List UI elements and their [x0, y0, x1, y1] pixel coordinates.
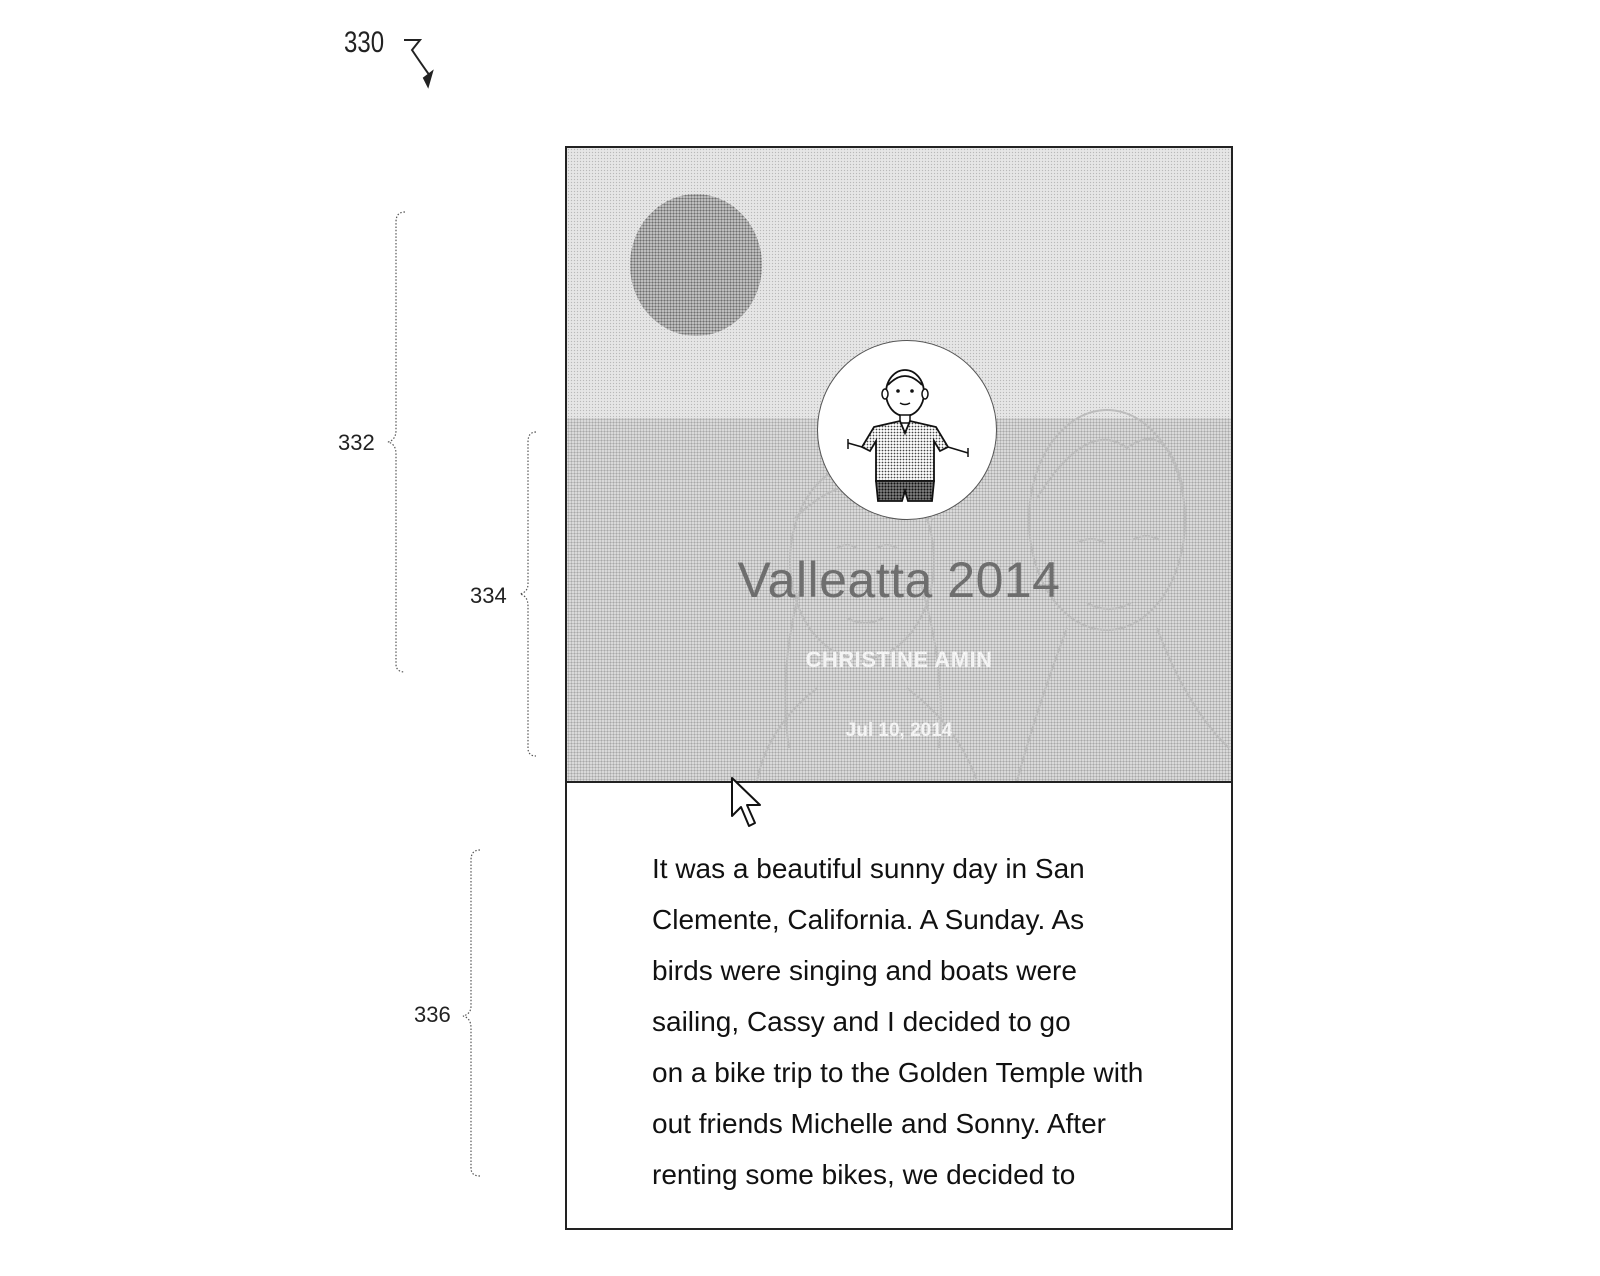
figure-reference-label: 330 [344, 26, 385, 59]
cursor-shape [730, 776, 766, 832]
author-name: CHRISTINE AMIN [805, 647, 993, 672]
reference-label-332: 332 [338, 430, 375, 455]
reference-label-334: 334 [470, 583, 507, 608]
story-body-line: on a bike trip to the Golden Temple with [652, 1057, 1144, 1088]
story-body [652, 843, 1227, 1200]
reference-label-336: 336 [414, 1002, 451, 1027]
story-title: Valleatta 2014 [737, 552, 1061, 608]
mouse-pointer-icon [730, 776, 766, 837]
story-date: Jul 10, 2014 [845, 720, 953, 741]
figure-reference-arrow [404, 40, 432, 86]
avatar-figure [818, 341, 998, 521]
story-body-line: renting some bikes, we decided to [652, 1159, 1076, 1190]
brace-332 [388, 212, 405, 672]
story-body-line: out friends Michelle and Sonny. After [652, 1108, 1106, 1139]
brace-336 [463, 850, 480, 1176]
child-avatar-icon[interactable] [817, 340, 997, 520]
story-body-line: birds were singing and boats were [652, 955, 1077, 986]
story-body-line: It was a beautiful sunny day in San [652, 853, 1085, 884]
brace-334 [520, 432, 536, 756]
story-body-line: Clemente, California. A Sunday. As [652, 904, 1085, 935]
story-body-line: sailing, Cassy and I decided to go [652, 1006, 1071, 1037]
story-header [567, 148, 1231, 783]
story-screen [565, 146, 1233, 1230]
